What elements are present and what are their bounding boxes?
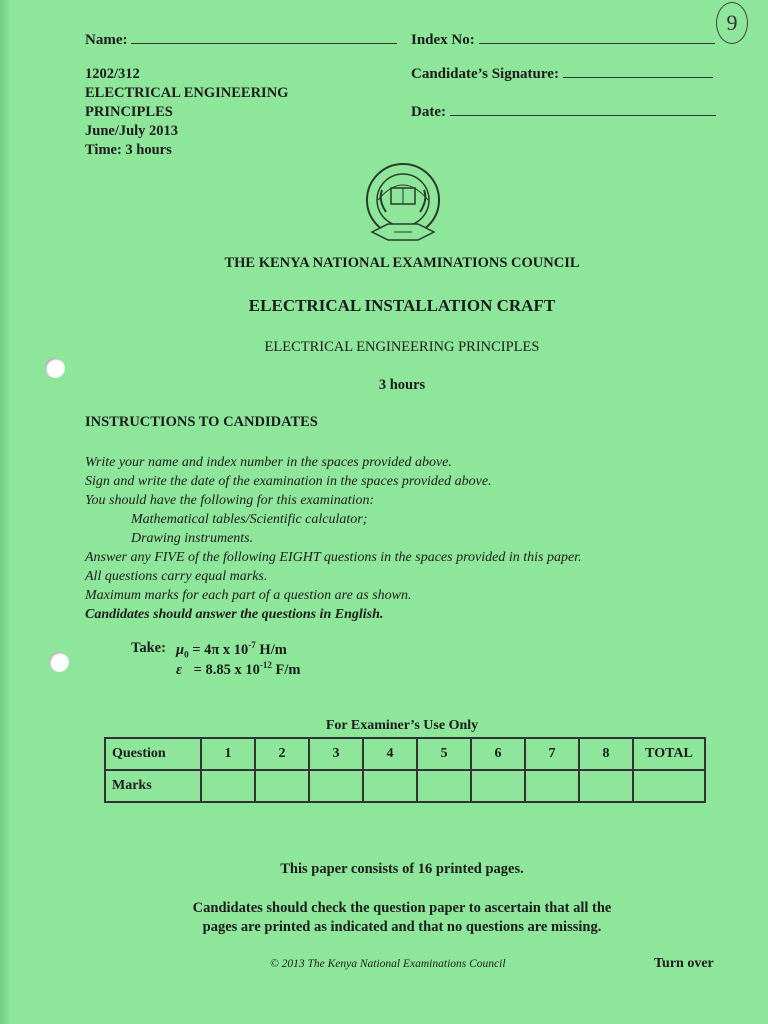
- duration: 3 hours: [378, 377, 426, 393]
- question-number: 8: [579, 738, 633, 770]
- signature-field: [411, 66, 713, 83]
- name-label: Name:: [85, 32, 128, 48]
- question-header: Question: [105, 738, 201, 770]
- instruction-line: You should have the following for this examination:: [85, 493, 375, 508]
- english-note: Candidates should answer the questions in English.: [85, 607, 384, 622]
- page-mark-circled: 9: [716, 2, 748, 44]
- epsilon-symbol: ε: [176, 661, 182, 678]
- instruction-line: Drawing instruments.: [131, 531, 254, 546]
- question-number: 5: [417, 738, 471, 770]
- name-field: [85, 32, 397, 49]
- punch-hole-top: [45, 358, 65, 378]
- signature-line[interactable]: [563, 77, 713, 78]
- instruction-line: Write your name and index number in the spaces provided above.: [85, 455, 452, 470]
- question-number: 2: [255, 738, 309, 770]
- marks-total-cell[interactable]: [633, 770, 705, 802]
- question-number: 6: [471, 738, 525, 770]
- instruction-line: All questions carry equal marks.: [85, 569, 268, 584]
- mu-constant: [176, 640, 287, 660]
- council-title: THE KENYA NATIONAL EXAMINATIONS COUNCIL: [224, 255, 580, 271]
- index-label: Index No:: [411, 32, 475, 48]
- subject-line-2: PRINCIPLES: [85, 104, 173, 120]
- paper-info: [85, 65, 288, 160]
- examiner-caption: For Examiner’s Use Only: [325, 718, 479, 733]
- paper-code: 1202/312: [85, 66, 140, 82]
- marks-cell[interactable]: [363, 770, 417, 802]
- marks-cell[interactable]: [201, 770, 255, 802]
- time: Time: 3 hours: [85, 142, 172, 158]
- instruction-line: Sign and write the date of the examination in the spaces provided above.: [85, 474, 492, 489]
- course-title: ELECTRICAL INSTALLATION CRAFT: [248, 296, 556, 315]
- date-line[interactable]: [450, 115, 716, 116]
- question-number: 1: [201, 738, 255, 770]
- index-line[interactable]: [479, 43, 715, 44]
- check-line-1: Candidates should check the question paper to ascertain that all the: [192, 900, 612, 916]
- index-field: [411, 32, 715, 49]
- epsilon-unit: F/m: [275, 661, 301, 678]
- mu-exponent: -7: [248, 640, 256, 650]
- epsilon-constant: [176, 660, 300, 679]
- epsilon-value: = 8.85 x 10: [193, 661, 260, 678]
- mu-unit: H/m: [259, 641, 287, 658]
- question-number: 4: [363, 738, 417, 770]
- session: June/July 2013: [85, 123, 179, 139]
- mu-value: = 4π x 10: [192, 641, 249, 658]
- marks-header: Marks: [105, 770, 201, 802]
- check-line-2: pages are printed as indicated and that no questions are missing.: [202, 919, 602, 935]
- paper-title: ELECTRICAL ENGINEERING PRINCIPLES: [264, 339, 540, 355]
- marks-cell[interactable]: [471, 770, 525, 802]
- mu-subscript: 0: [184, 649, 189, 660]
- name-line[interactable]: [131, 43, 397, 44]
- subject-line-1: ELECTRICAL ENGINEERING: [85, 85, 289, 101]
- epsilon-exponent: -12: [259, 660, 272, 670]
- total-header: TOTAL: [633, 738, 705, 770]
- date-label: Date:: [411, 104, 446, 120]
- marks-cell[interactable]: [309, 770, 363, 802]
- signature-label: Candidate’s Signature:: [411, 66, 559, 82]
- knec-seal-icon: [358, 160, 448, 250]
- marks-cell[interactable]: [255, 770, 309, 802]
- examiner-table: [104, 737, 706, 803]
- question-row: [105, 738, 705, 770]
- question-number: 3: [309, 738, 363, 770]
- instructions-list: [85, 453, 582, 624]
- question-number: 7: [525, 738, 579, 770]
- instruction-line: Mathematical tables/Scientific calculator;: [131, 512, 368, 527]
- marks-row: [105, 770, 705, 802]
- turn-over: Turn over: [654, 956, 714, 971]
- instruction-line: Maximum marks for each part of a question are as shown.: [85, 588, 412, 603]
- mu-symbol: μ: [176, 641, 185, 658]
- marks-cell[interactable]: [417, 770, 471, 802]
- instructions-heading: INSTRUCTIONS TO CANDIDATES: [85, 414, 318, 430]
- punch-hole-bottom: [49, 652, 69, 672]
- date-field: [411, 104, 716, 121]
- instruction-line: Answer any FIVE of the following EIGHT questions in the spaces provided in this paper.: [85, 550, 582, 565]
- marks-cell[interactable]: [579, 770, 633, 802]
- marks-cell[interactable]: [525, 770, 579, 802]
- copyright: © 2013 The Kenya National Examinations Council: [270, 958, 506, 970]
- take-label: Take:: [131, 640, 166, 656]
- check-note: [0, 899, 768, 937]
- pages-note: This paper consists of 16 printed pages.: [280, 861, 524, 877]
